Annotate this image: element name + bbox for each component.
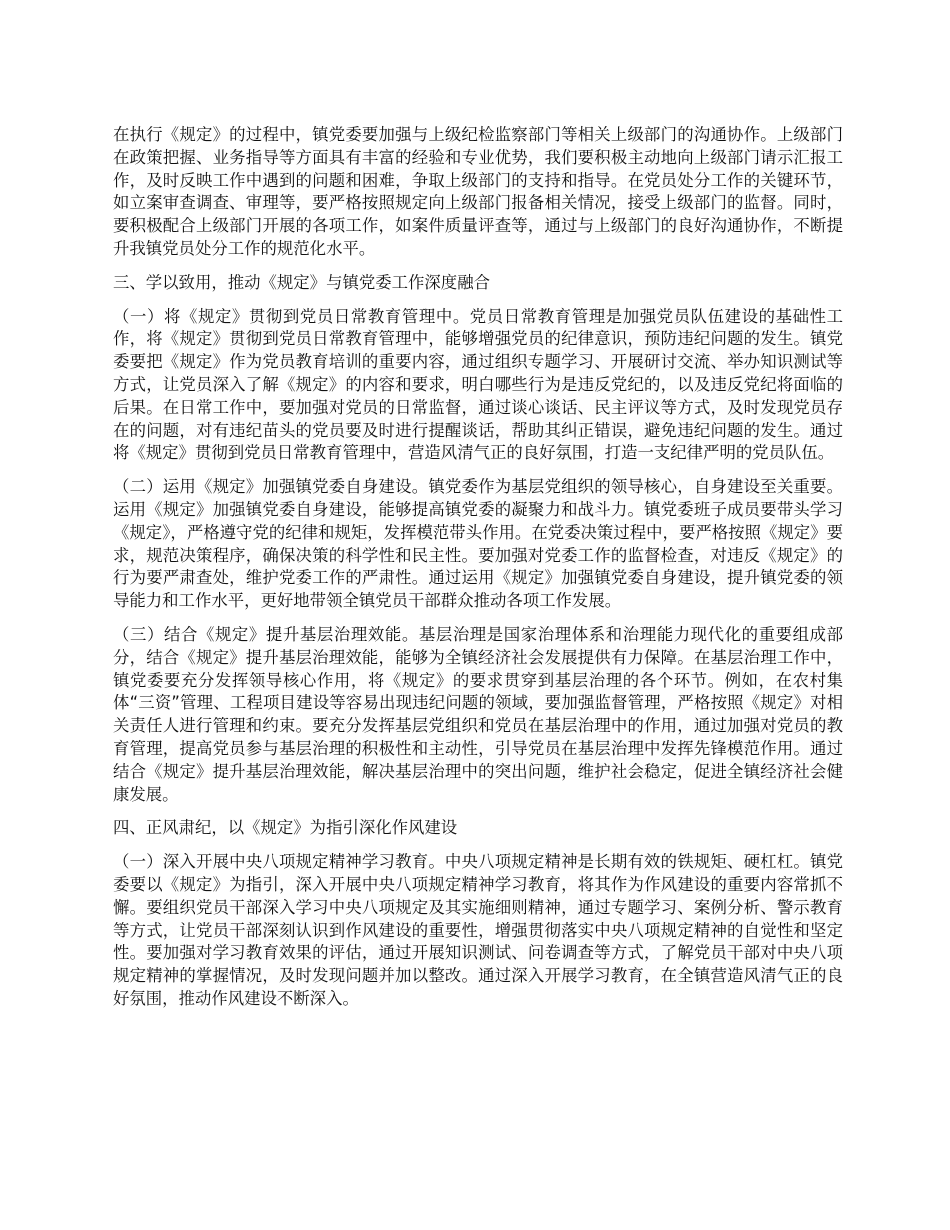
paragraph-3-3: （三）结合《规定》提升基层治理效能。基层治理是国家治理体系和治理能力现代化的重要组成部分，结合《规定》提升基层治理效能，能够为全镇经济社会发展提供有力保障。在基层治理工作中，镇党委要充分发挥领导核心作用，将《规定》的要求贯穿到基层治理的各个环节。例如，在农村集体“三资”管理、工程项目建设等容易出现违纪问题的领域，要加强监督管理，严格按照《规定》对相关责任人进行管理和约束。要充分发挥基层党组织和党员在基层治理中的作用，通过加强对党员的教育管理，提高党员参与基层治理的积极性和主动性，引导党员在基层治理中发挥先锋模范作用。通过结合《规定》提升基层治理效能，解决基层治理中的突出问题，维护社会稳定，促进全镇经济社会健康发展。 <box>113 624 843 804</box>
paragraph-coordination: 在执行《规定》的过程中，镇党委要加强与上级纪检监察部门等相关上级部门的沟通协作。上级部门在政策把握、业务指导等方面具有丰富的经验和专业优势，我们要积极主动地向上级部门请示汇报工作，及时反映工作中遇到的问题和困难，争取上级部门的支持和指导。在党员处分工作的关键环节，如立案审查调查、审理等，要严格按照规定向上级部门报备相关情况，接受上级部门的监督。同时，要积极配合上级部门开展的各项工作，如案件质量评查等，通过与上级部门的良好沟通协作，不断提升我镇党员处分工作的规范化水平。 <box>113 125 843 258</box>
paragraph-3-2: （二）运用《规定》加强镇党委自身建设。镇党委作为基层党组织的领导核心，自身建设至关重要。运用《规定》加强镇党委自身建设，能够提高镇党委的凝聚力和战斗力。镇党委班子成员要带头学习《规定》，严格遵守党的纪律和规矩，发挥模范带头作用。在党委决策过程中，要严格按照《规定》要求，规范决策程序，确保决策的科学性和民主性。要加强对党委工作的监督检查，对违反《规定》的行为要严肃查处，维护党委工作的严肃性。通过运用《规定》加强镇党委自身建设，提升镇党委的领导能力和工作水平，更好地带领全镇党员干部群众推动各项工作发展。 <box>113 477 843 611</box>
section-heading-4: 四、正风肃纪，以《规定》为指引深化作风建设 <box>113 818 458 838</box>
section-heading-3: 三、学以致用，推动《规定》与镇党委工作深度融合 <box>113 272 490 292</box>
paragraph-3-1: （一）将《规定》贯彻到党员日常教育管理中。党员日常教育管理是加强党员队伍建设的基础性工作，将《规定》贯彻到党员日常教育管理中，能够增强党员的纪律意识，预防违纪问题的发生。镇党委要把《规定》作为党员教育培训的重要内容，通过组织专题学习、开展研讨交流、举办知识测试等方式，让党员深入了解《规定》的内容和要求，明白哪些行为是违反党纪的，以及违反党纪将面临的后果。在日常工作中，要加强对党员的日常监督，通过谈心谈话、民主评议等方式，及时发现党员存在的问题，对有违纪苗头的党员要及时进行提醒谈话，帮助其纠正错误，避免违纪问题的发生。通过将《规定》贯彻到党员日常教育管理中，营造风清气正的良好氛围，打造一支纪律严明的党员队伍。 <box>113 306 843 463</box>
paragraph-4-1: （一）深入开展中央八项规定精神学习教育。中央八项规定精神是长期有效的铁规矩、硬杠杠。镇党委要以《规定》为指引，深入开展中央八项规定精神学习教育，将其作为作风建设的重要内容常抓不懈。要组织党员干部深入学习中央八项规定及其实施细则精神，通过专题学习、案例分析、警示教育等方式，让党员干部深刻认识到作风建设的重要性，增强贯彻落实中央八项规定精神的自觉性和坚定性。要加强对学习教育效果的评估，通过开展知识测试、问卷调查等方式，了解党员干部对中央八项规定精神的掌握情况，及时发现问题并加以整改。通过深入开展学习教育，在全镇营造风清气正的良好氛围，推动作风建设不断深入。 <box>113 852 843 1008</box>
document-body <box>113 124 843 1022</box>
